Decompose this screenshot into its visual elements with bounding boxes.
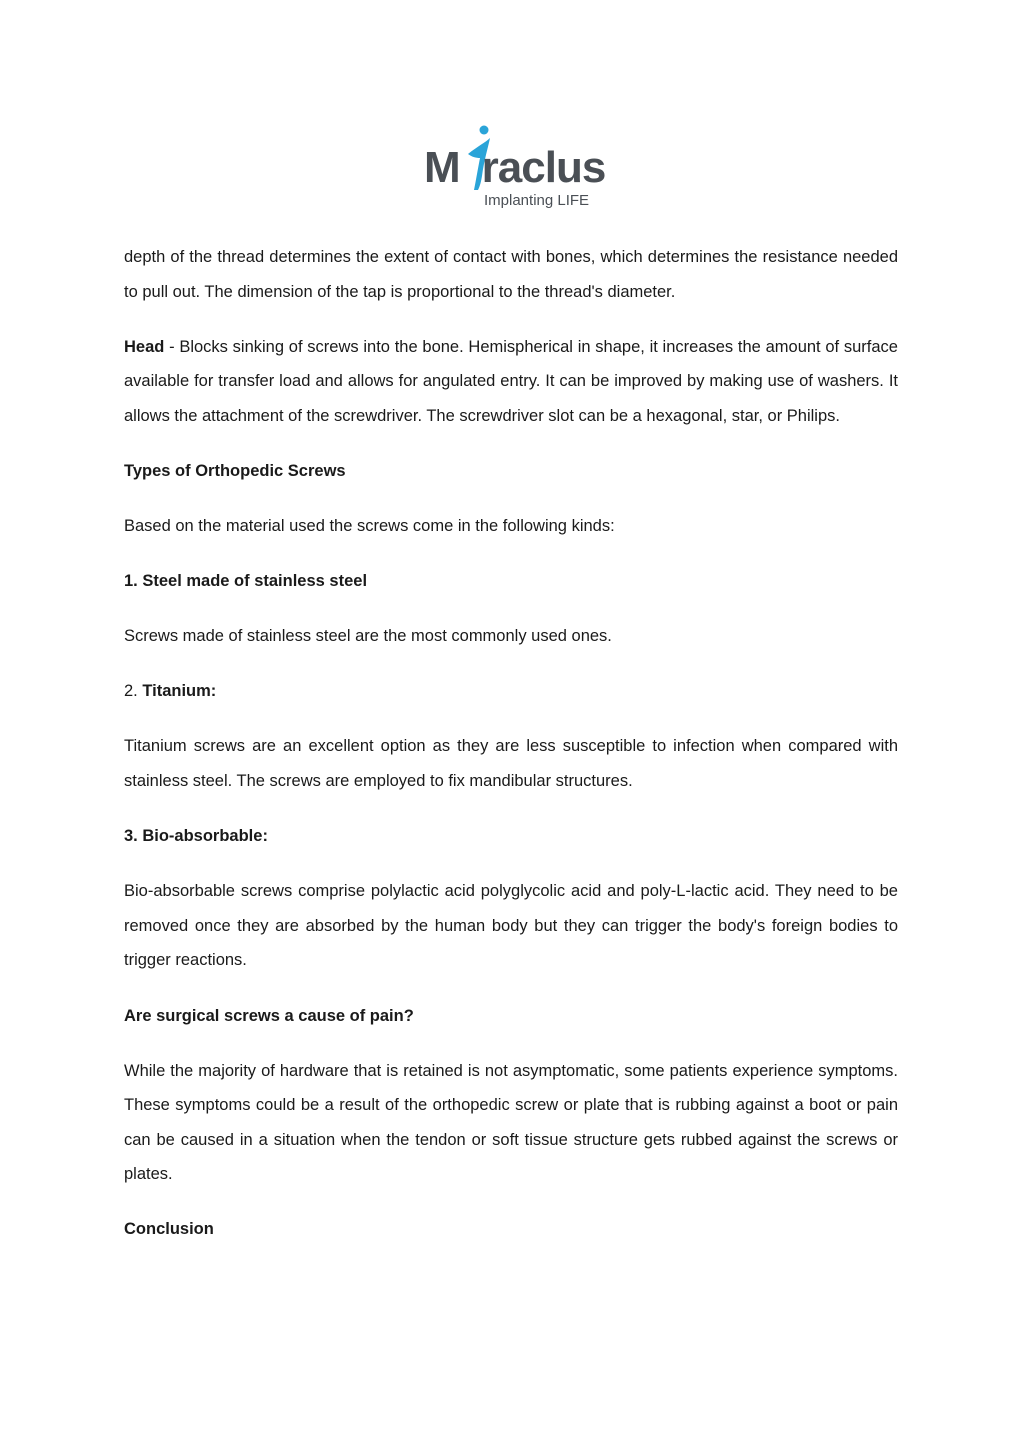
heading-pain: Are surgical screws a cause of pain? [124, 1006, 414, 1025]
logo-wordmark-right: raclus [481, 143, 606, 192]
heading-types: Types of Orthopedic Screws [124, 461, 346, 480]
paragraph-titanium: Titanium screws are an excellent option as they are less susceptible to infection when compared with stainless steel. The screws are employed to fix mandibular structures. [124, 737, 898, 791]
paragraph-pain: While the majority of hardware that is retained is not asymptomatic, some patients experience symptoms. These symptoms could be a result of the orthopedic screw or plate that is rubbing against a boot or pain can be caused in a situation when the tendon or soft tissue structure gets rubbed against the screws or plates. [124, 1061, 898, 1184]
heading-titanium-number: 2. [124, 682, 143, 701]
heading-bio-absorbable: 3. Bio-absorbable: [124, 827, 268, 846]
paragraph-bio-absorbable: Bio-absorbable screws comprise polylactic acid polyglycolic acid and poly-L-lactic acid. They need to be removed once they are absorbed by the human body but they can trigger the body's foreign bodies to trigger reactions. [124, 882, 898, 970]
logo-wordmark-left: M [424, 143, 460, 192]
heading-stainless-steel: 1. Steel made of stainless steel [124, 572, 368, 591]
heading-conclusion: Conclusion [124, 1220, 214, 1239]
document-body [124, 240, 898, 1268]
logo-tagline: Implanting LIFE [484, 192, 590, 209]
paragraph-thread-depth: depth of the thread determines the extent of contact with bones, which determines the resistance needed to pull out. The dimension of the tap is proportional to the thread's diameter. [124, 248, 898, 301]
head-description: - Blocks sinking of screws into the bone. Hemispherical in shape, it increases the amount of surface available for transfer load and allows for angulated entry. It can be improved by making use of washers. It allows the attachment of the screwdriver. The screwdriver slot can be a hexagonal, star, or Philips. [124, 337, 898, 425]
heading-titanium-label: Titanium: [142, 682, 217, 701]
heading-titanium [124, 674, 898, 709]
logo-wordmark [424, 144, 605, 192]
paragraph-stainless-steel: Screws made of stainless steel are the most commonly used ones. [124, 627, 612, 646]
paragraph-head [124, 330, 898, 434]
head-term: Head [124, 337, 165, 356]
miraclus-logo [424, 124, 604, 216]
paragraph-based-on-material: Based on the material used the screws come in the following kinds: [124, 517, 615, 536]
